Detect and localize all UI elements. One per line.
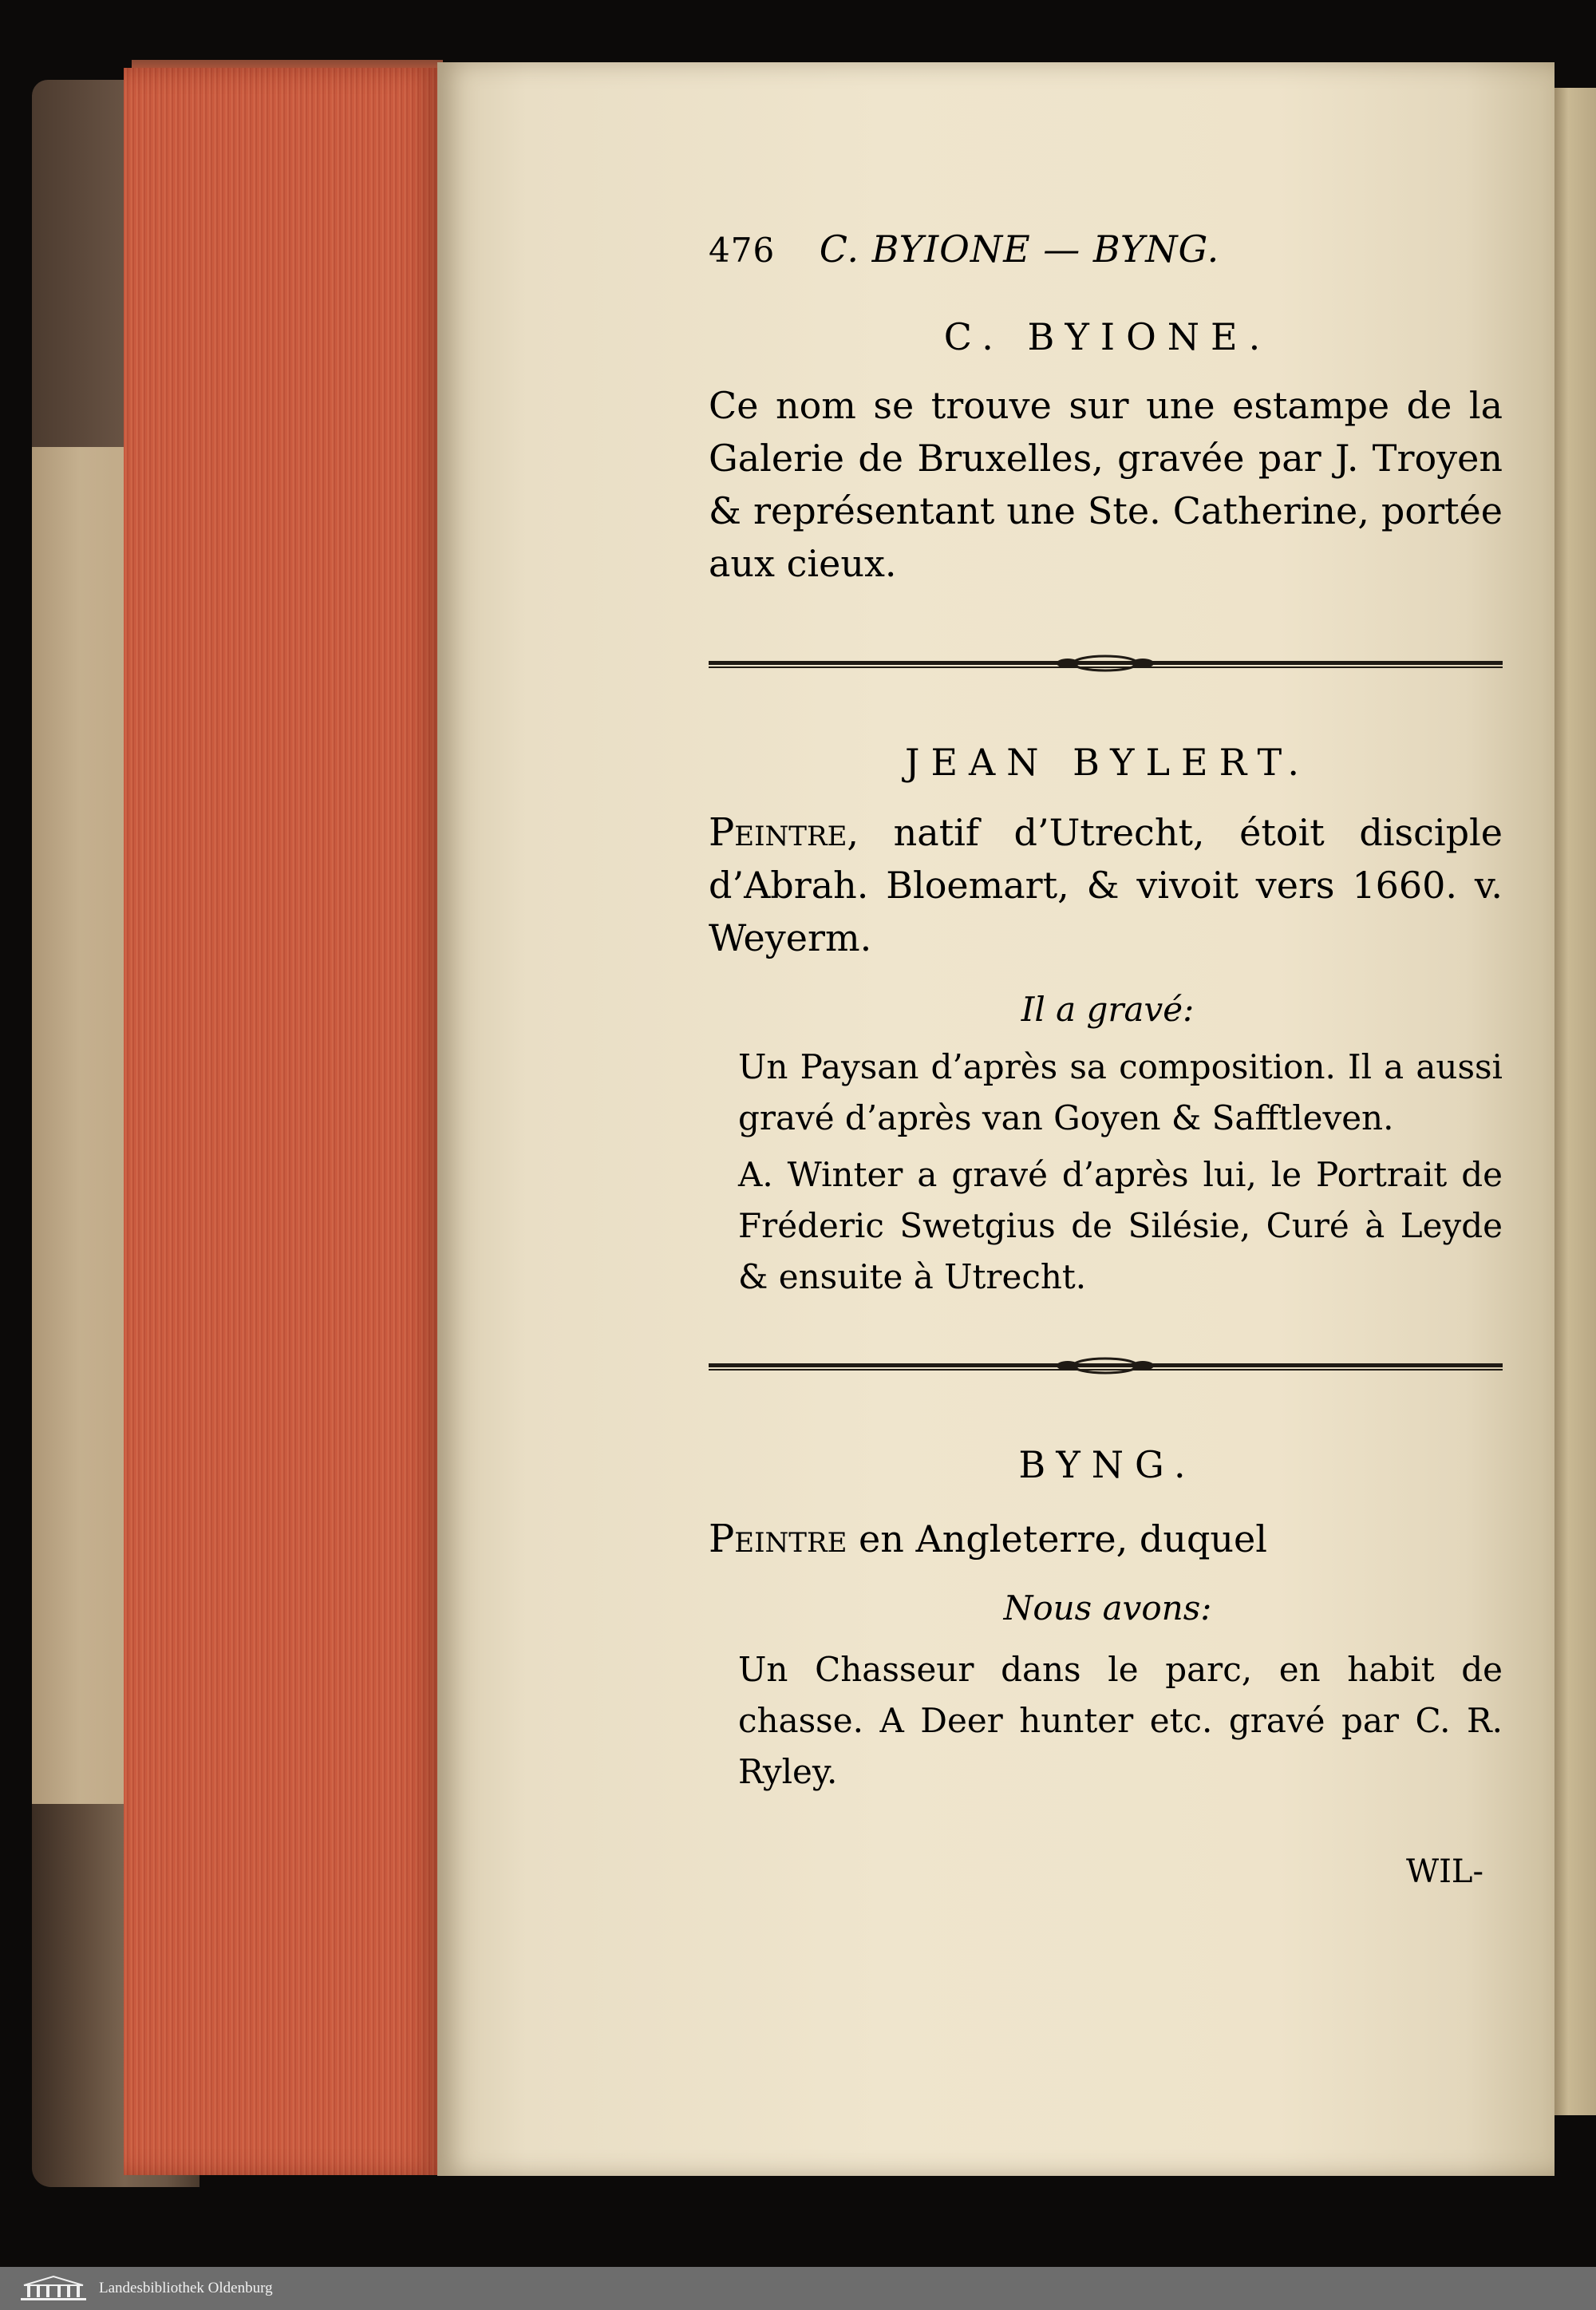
entry-title: C. BYIONE. (943, 315, 1272, 358)
entry-body-text: en Angleterre, duquel (847, 1517, 1267, 1560)
library-building-icon (19, 2274, 88, 2303)
page-number: 476 (709, 231, 776, 270)
footer-bar (0, 2267, 1596, 2310)
running-header (709, 227, 1347, 271)
entry-subheading: Nous avons: (1003, 1588, 1212, 1628)
facing-page-edge (1550, 88, 1596, 2115)
entry-body (709, 806, 1503, 964)
entry-body-prefix: Peintre (709, 1517, 847, 1561)
list-item: Un Paysan d’après sa composition. Il a aussi gravé d’après van Goyen & Safftleven. (738, 1047, 1503, 1137)
entry-body-text: , natif d’Utrecht, étoit disciple d’Abrah. Bloemart, & vivoit vers 1660. v. Weyerm. (709, 811, 1503, 959)
entry-subheading: Il a gravé: (1021, 990, 1195, 1029)
ornamental-rule (709, 1357, 1503, 1375)
entry-title: JEAN BYLERT. (905, 741, 1310, 784)
entry-title: BYNG. (1018, 1443, 1197, 1486)
list-item: A. Winter a gravé d’après lui, le Portrait de Fréderic Swetgius de Silésie, Curé à Leyde & ensuite à Utrecht. (738, 1155, 1503, 1296)
page-block-red-edge (124, 68, 443, 2175)
footer-label: Landesbibliothek Oldenburg (99, 2280, 273, 2296)
running-title: C. BYIONE — BYNG. (819, 227, 1220, 271)
catchword: WIL- (1406, 1853, 1483, 1890)
entry-body (709, 1513, 1503, 1565)
entry-body-prefix: Peintre (709, 810, 847, 855)
entry-body: Ce nom se trouve sur une estampe de la Galerie de Bruxelles, gravée par J. Troyen & représentant une Ste. Catherine, portée aux cieux. (709, 384, 1503, 585)
ornamental-rule (709, 655, 1503, 672)
list-item: Un Chasseur dans le parc, en habit de chasse. A Deer hunter etc. gravé par C. R. Ryley. (738, 1650, 1503, 1791)
